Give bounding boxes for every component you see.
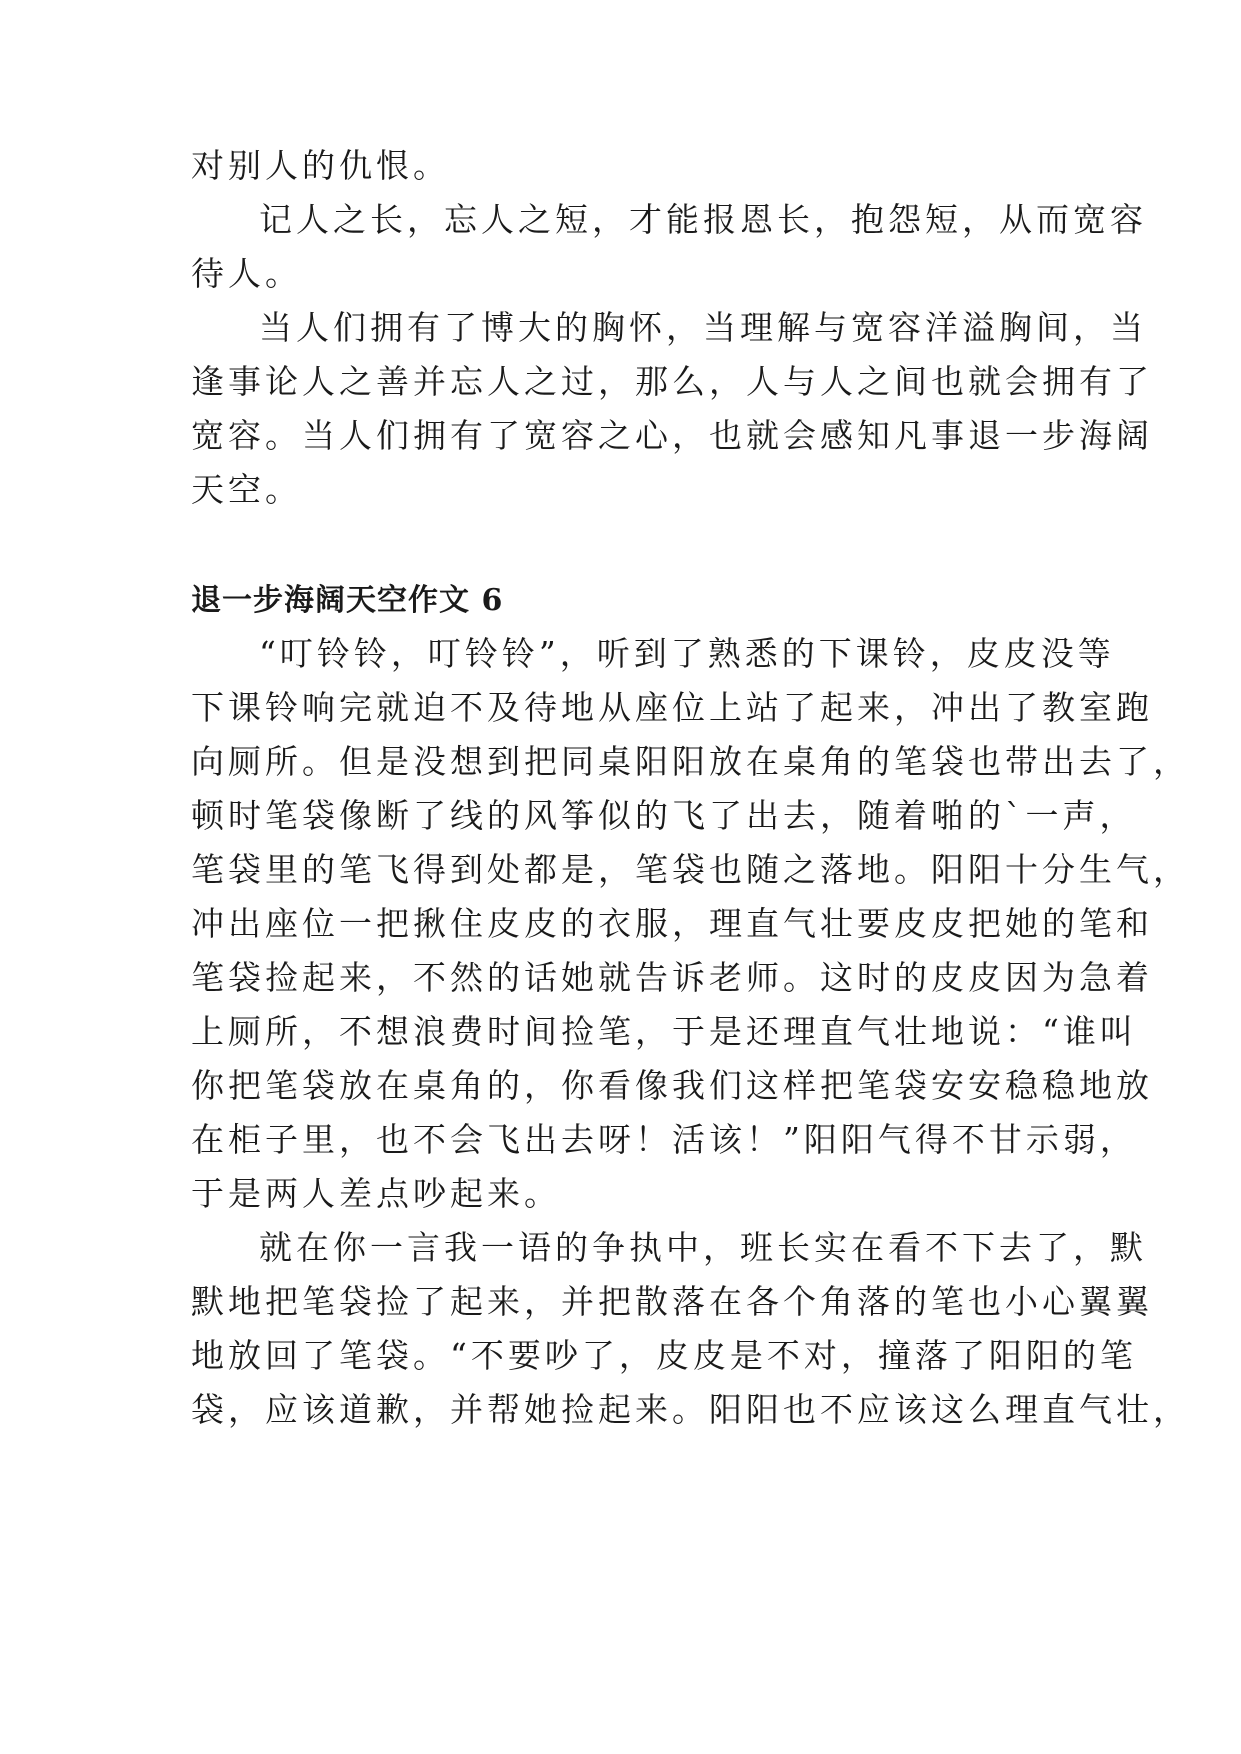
paragraph-line: 宽容。当人们拥有了宽容之心，也就会感知凡事退一步海阔 [191, 416, 1153, 455]
paragraph-line: 冲出座位一把揪住皮皮的衣服，理直气壮要皮皮把她的笔和 [191, 904, 1153, 943]
paragraph-line: 逢事论人之善并忘人之过，那么，人与人之间也就会拥有了 [191, 362, 1153, 401]
paragraph-line: 笔袋里的笔飞得到处都是，笔袋也随之落地。阳阳十分生气， [191, 850, 1190, 889]
paragraph-line: 当人们拥有了博大的胸怀，当理解与宽容洋溢胸间，当 [259, 308, 1147, 347]
paragraph-line: 就在你一言我一语的争执中，班长实在看不下去了，默 [259, 1228, 1147, 1267]
section-title: 退一步海阔天空作文 6 [191, 583, 504, 618]
paragraph-line: “叮铃铃，叮铃铃”，听到了熟悉的下课铃，皮皮没等 [259, 634, 1115, 673]
paragraph-line: 默地把笔袋捡了起来，并把散落在各个角落的笔也小心翼翼 [191, 1282, 1153, 1321]
paragraph-line: 你把笔袋放在桌角的，你看像我们这样把笔袋安安稳稳地放 [191, 1066, 1153, 1105]
paragraph-line: 待人。 [191, 254, 302, 293]
paragraph-line: 记人之长，忘人之短，才能报恩长，抱怨短，从而宽容 [259, 200, 1147, 239]
paragraph-line: 下课铃响完就迫不及待地从座位上站了起来，冲出了教室跑 [191, 688, 1153, 727]
paragraph-line: 天空。 [191, 470, 302, 509]
paragraph-line: 于是两人差点吵起来。 [191, 1174, 561, 1213]
paragraph-line: 上厕所，不想浪费时间捡笔，于是还理直气壮地说：“谁叫 [191, 1012, 1137, 1051]
paragraph-line: 对别人的仇恨。 [191, 146, 450, 185]
paragraph-line: 在柜子里，也不会飞出去呀！活该！”阳阳气得不甘示弱， [191, 1120, 1137, 1159]
paragraph-line: 向厕所。但是没想到把同桌阳阳放在桌角的笔袋也带出去了， [191, 742, 1190, 781]
paragraph-line: 袋，应该道歉，并帮她捡起来。阳阳也不应该这么理直气壮， [191, 1390, 1190, 1429]
paragraph-line: 顿时笔袋像断了线的风筝似的飞了出去，随着啪的`一声， [191, 796, 1137, 835]
paragraph-line: 笔袋捡起来，不然的话她就告诉老师。这时的皮皮因为急着 [191, 958, 1153, 997]
paragraph-line: 地放回了笔袋。“不要吵了，皮皮是不对，撞落了阳阳的笔 [191, 1336, 1137, 1375]
